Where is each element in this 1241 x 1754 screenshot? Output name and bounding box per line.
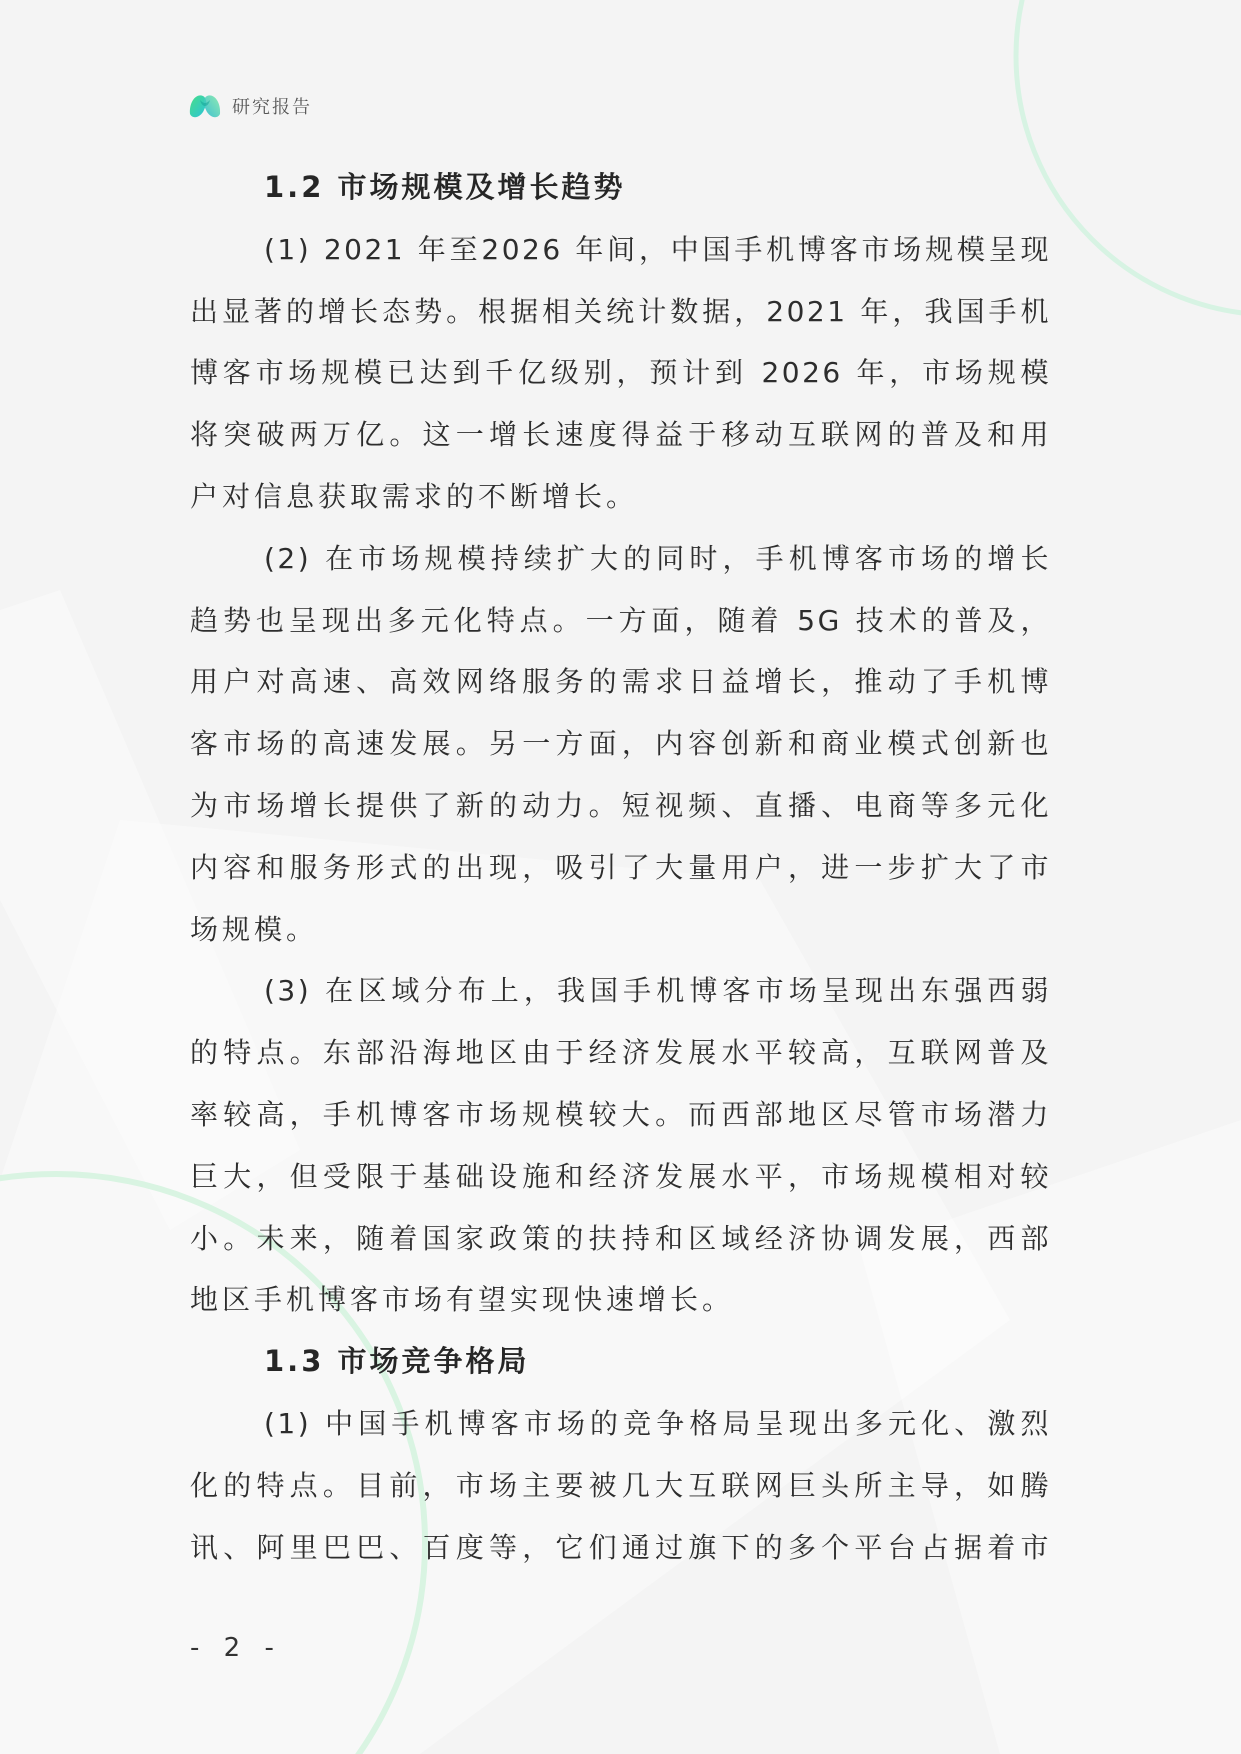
paragraph (190, 528, 1051, 961)
paragraph-line: 化的特点。目前，市场主要被几大互联网巨头所主导，如腾 (190, 1468, 1051, 1502)
paragraph-line: 客市场的高速发展。另一方面，内容创新和商业模式创新也 (190, 727, 1051, 761)
paragraph-line: 讯、阿里巴巴、百度等，它们通过旗下的多个平台占据着市 (190, 1530, 1051, 1564)
paragraph-line: 场规模。 (190, 912, 319, 946)
paragraph-line: 趋势也呈现出多元化特点。一方面，随着 5G 技术的普及， (190, 603, 1051, 637)
paragraph-line: 巨大，但受限于基础设施和经济发展水平，市场规模相对较 (190, 1159, 1051, 1193)
page-header (188, 89, 312, 123)
paragraph (190, 960, 1051, 1331)
page-number: - 2 - (190, 1633, 282, 1663)
paragraph-line: (3) 在区域分布上，我国手机博客市场呈现出东强西弱 (264, 974, 1051, 1008)
paragraph-line: (2) 在市场规模持续扩大的同时，手机博客市场的增长 (264, 541, 1051, 575)
logo-icon (188, 90, 222, 122)
paragraph-line: 内容和服务形式的出现，吸引了大量用户，进一步扩大了市 (190, 850, 1051, 884)
section-heading: 1.2 市场规模及增长趋势 (264, 170, 626, 204)
paragraph-line: 的特点。东部沿海地区由于经济发展水平较高，互联网普及 (190, 1036, 1051, 1070)
paragraph-line: 用户对高速、高效网络服务的需求日益增长，推动了手机博 (190, 665, 1051, 699)
paragraph-line: 地区手机博客市场有望实现快速增长。 (190, 1283, 735, 1317)
paragraph-line: (1) 中国手机博客市场的竞争格局呈现出多元化、激烈 (264, 1406, 1051, 1440)
document-body (190, 157, 1051, 1578)
report-label: 研究报告 (232, 97, 312, 118)
paragraph-line: 户对信息获取需求的不断增长。 (190, 479, 639, 513)
paragraph-line: 为市场增长提供了新的动力。短视频、直播、电商等多元化 (190, 788, 1051, 822)
paragraph-line: 将突破两万亿。这一增长速度得益于移动互联网的普及和用 (190, 418, 1051, 452)
paragraph-line: 出显著的增长态势。根据相关统计数据，2021 年，我国手机 (190, 294, 1051, 328)
paragraph-line: 率较高，手机博客市场规模较大。而西部地区尽管市场潜力 (190, 1097, 1051, 1131)
section-heading: 1.3 市场竞争格局 (264, 1344, 530, 1379)
paragraph (190, 219, 1051, 528)
paragraph-line: 博客市场规模已达到千亿级别，预计到 2026 年，市场规模 (190, 356, 1051, 390)
paragraph-line: 小。未来，随着国家政策的扶持和区域经济协调发展，西部 (190, 1221, 1051, 1255)
paragraph (190, 1393, 1051, 1578)
paragraph-line: (1) 2021 年至2026 年间，中国手机博客市场规模呈现 (264, 232, 1051, 266)
